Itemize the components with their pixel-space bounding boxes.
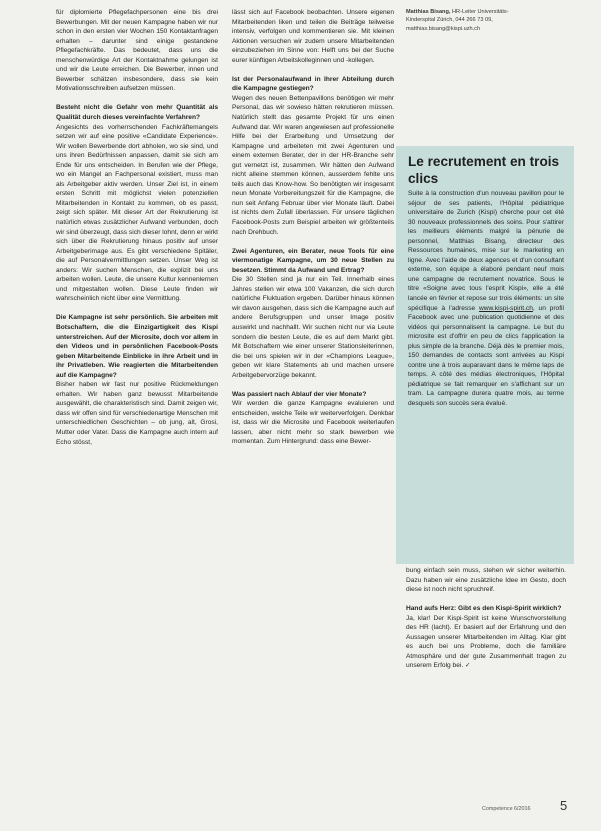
paragraph: bung einfach sein muss, stehen wir sicher weiterhin. Dazu haben wir eine zusätzliche Idee im Gesto, doch diese ist noch nicht spruchreif.: [406, 567, 566, 594]
paragraph: Wegen des neuen Bettenpavillons benötigen wir mehr Personal, das wir sowieso hätten rekrutieren müssen. Natürlich stellt das gesamte Projekt für uns einen Aufwand dar. Wir waren angewiesen auf professionelle Hilfe bei der Erarbeitung und Umsetzung der Kampagne und arbeiteten mit zwei Agenturen und einem externen Berater, der in der HR-Branche sehr gut vernetzt ist, zusammen. Wir hätten den Aufwand nicht alleine stemmen können, ausserdem fehlte uns teils auch das Know-how. So benötigten wir insgesamt neun Monate Vorbereitungszeit für die Kampagne, die nun seit Anfang Februar über vier Monate läuft. Dabei ist nichts dem Zufall überlassen. Für unsere täglichen Facebook-Posts zum Beispiel arbeiten wir größtenteils nach Drehbuch.: [232, 94, 394, 236]
question-heading: Hand aufs Herz: Gibt es den Kispi-Spirit wirklich?: [406, 605, 562, 613]
box-text: [408, 189, 564, 409]
paragraph: für diplomierte Pflegefachpersonen eine bis drei Bewerbungen. Mit der neuen Kampagne haben wir nur schon in den ersten vier Wochen 150 Kontaktanfragen erhalten – darunter sind einige gestandene Pflegefachkräfte. Das bedeutet, dass uns die menschenwürdige Art der Kontaktnahme gelungen ist und wir die Leute erreichen. Die Bewerber, innen und Bewerber schätzen insbesondere, dass sie kein Motivationsschreiben aufsetzen müssen.: [56, 9, 218, 93]
column-right-bottom: [406, 566, 566, 680]
paragraph: Bisher haben wir fast nur positive Rückmeldungen erhalten. Wir haben ganz bewusst Mitarbeitende ausgewählt, die charakteristisch sind. Damit zeigen wir, dass wir offen sind für verschiedenartige Menschen mit unterschiedlichen Geschichten – ob jung, alt, Grosi, Mutter oder Vater. Dass die Kampagne auch intern auf Echo stösst,: [56, 381, 218, 446]
question-heading: Ist der Personalaufwand in Ihrer Abteilung durch die Kampagne gestiegen?: [232, 75, 394, 93]
sidebar-box: [396, 146, 574, 564]
paragraph: Wir werden die ganze Kampagne evaluieren und entscheiden, welche Teile wir weiterverfolgen. Denkbar ist, dass wir die Microsite und Facebook weiterlaufen lassen, aber nicht mehr so stark bewerben wie momentan. Zum Hintergrund: dass eine Bewer-: [232, 400, 394, 446]
question-heading: Die Kampagne ist sehr persönlich. Sie arbeiten mit Botschaftern, die die Einzigartigkeit des Kispi unterstreichen. Auf der Microsite, doch vor allem in den Videos und in persönlichen Facebook-Posts geben Mitarbeitende Einblicke in ihre Arbeit und in ihr Privatleben. Wie reagierten die Mitarbeitenden auf die Kampagne?: [56, 314, 218, 379]
question-heading: Zwei Agenturen, ein Berater, neue Tools für eine viermonatige Kampagne, um 30 neue Stellen zu besetzen. Stimmt da Aufwand und Ertrag?: [232, 247, 394, 274]
page-number: 5: [560, 798, 568, 813]
column-right-top: [406, 8, 566, 33]
microsite-link[interactable]: www.kispi-spirit.ch: [479, 304, 533, 312]
author-info: [406, 8, 566, 33]
author-contact: Kinderspital Zürich, 044 266 73 09,: [406, 17, 493, 24]
box-title: Le recrutement en trois clics: [408, 154, 560, 186]
box-text-part: Suite à la construction d'un nouveau pavillon pour le séjour de ses patients, l'Hôpital pédiatrique universitaire de Zurich (Kispi) cherche pour cet été 30 nouveaux professionnels des soins. Pour s'attirer les meilleurs éléments malgré la pénurie de personnel, Matthias Bisang, directeur des Ressources humaines, mise sur le marketing en ligne. Avec l'aide de deux agences et d'un consultant externe, son équipe a élaboré pendant neuf mois une campagne de recrutement novatrice. Sous le titre «Soigne avec tous l'esprit Kispi», elle a été lancée en février et repose sur trois éléments: un site spécifique à l'adresse: [408, 190, 564, 312]
paragraph: Ja, klar! Der Kispi-Spirit ist keine Wunschvorstellung des HR (lacht). Er basiert auf der Erfahrung und den Aussagen unserer Mitarbeitenden im Alltag. Klar gibt es auch bei uns Probleme, doch die familiäre Atmosphäre und der gute Zusammenhalt tragen zu unserem Erfolg bei. ✓: [406, 614, 566, 670]
paragraph: Die 30 Stellen sind ja nur ein Teil. Innerhalb eines Jahres stellen wir etwa 100 Vakanzen, die sich durch natürliche Fluktuation ergeben. Darüber hinaus können wir davon ausgehen, dass sich die Kampagne auch auf andere Berufsgruppen und unser Image positiv auswirkt und nachhallt. Wir suchen nicht nur via Leute sondern die besten Leute, die es auf dem Markt gibt. Mit Botschaftern wie einer unserer Stationsleiterinnen, die bei uns spielen wir in der «Champions League», geben wir klare Statements ab und machen unsere Arbeitgebervorzüge bekannt.: [232, 276, 394, 379]
paragraph: Angesichts des vorherrschenden Fachkräftemangels setzen wir auf eine positive «Candidate Experience». Wir wollen Bewerbende dort abholen, wo sie sind, und uns ihren Bedürfnissen anpassen, damit sie sich am Ende für uns entscheiden. In Berufen wie der Pflege, wo ein Mangel an Fachpersonal existiert, muss man als Arbeitgeber aktiv werden. Unser Ziel ist, in einem ersten Schritt mit möglichst vielen potenziellen Mitarbeitenden in Kontakt zu kommen, ob es passt, zeigt sich später. Mit dieser Art der Rekrutierung ist natürlich etwas zusätzlicher Aufwand verbunden, doch wir sind überzeugt, dass sich dieser lohnt, denn er wirkt sich über die Rekrutierung hinaus positiv auf unser Arbeitgeberimage aus. Es gibt verschiedene Spitäler, die auf Personalvermittlungen setzen. Unser Weg ist anders: Wir suchen Menschen, die explizit bei uns arbeiten wollen. Leute, die unsere Kultur kennenlernen und mitgestalten wollen. Diese Leute finden wir wahrscheinlich nicht über eine Vermittlung.: [56, 123, 218, 303]
question-heading: Besteht nicht die Gefahr von mehr Quantität als Qualität durch dieses vereinfachte Verfahren?: [56, 104, 218, 121]
author-role: HR-Leiter Universitäts-: [452, 9, 509, 15]
column-middle: [232, 8, 394, 457]
paragraph: lässt sich auf Facebook beobachten. Unsere eigenen Mitarbeitenden liken und teilen die Beiträge teilweise intensiv, verfolgen und kommentieren sie. Mit kleinen Aktionen versuchen wir zudem unsere Mitarbeitenden einzubeziehen im Sinne von: Helft uns bei der Suche eurer künftigen Arbeitskolleginnen und -kollegen.: [232, 9, 394, 64]
magazine-footer: Competence 6/2016: [482, 806, 531, 812]
question-heading: Was passiert nach Ablauf der vier Monate?: [232, 390, 367, 398]
author-email: matthias.bisang@kispi.uzh.ch: [406, 25, 481, 32]
box-text-part: , un profil Facebook avec une publication quotidienne et des vidéos qui personnalisent la campagne. Le but du microsite est d'offrir en peu de clics l'application la plus simple de la branche. Déjà dès le premier mois, 150 demandes de contacts sont arrivées au Kispi contre une à trois auparavant dans le même laps de temps. A côté des médias électroniques, l'Hôpital pédiatrique se fait remarquer en s'affichant sur un tram. La campagne durera quatre mois, au terme desquels son succès sera évalué.: [408, 304, 564, 408]
column-left: [56, 8, 218, 457]
author-name: Matthias Bisang,: [406, 9, 451, 15]
